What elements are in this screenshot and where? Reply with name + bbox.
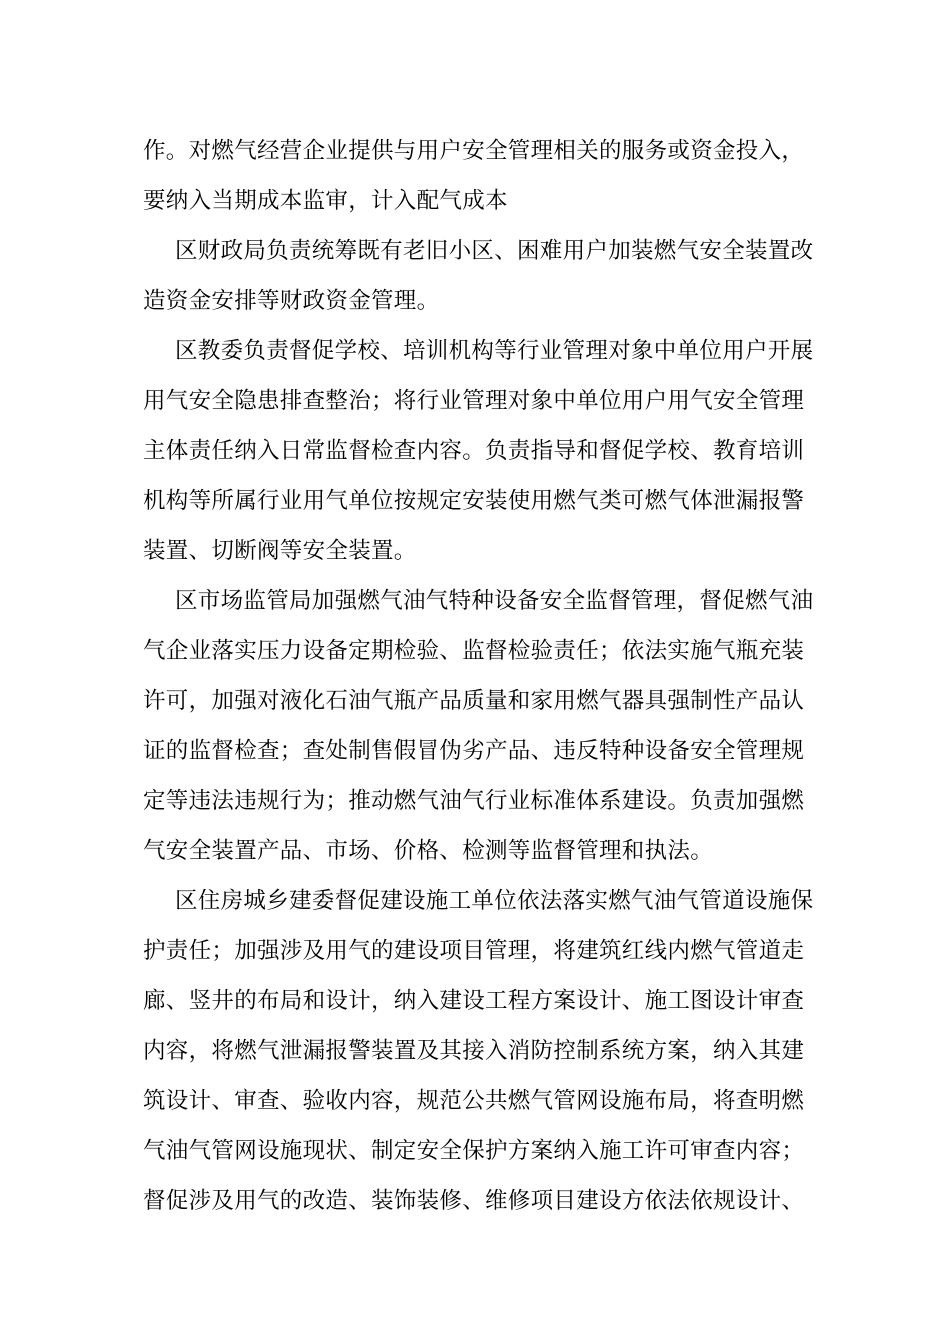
text-line: 气企业落实压力设备定期检验、监督检验责任；依法实施气瓶充装 <box>143 638 805 664</box>
text-line: 造资金安排等财政资金管理。 <box>143 288 440 314</box>
text-line: 证的监督检查；查处制售假冒伪劣产品、违反特种设备安全管理规 <box>143 738 805 764</box>
text-line: 气油气管网设施现状、制定安全保护方案纳入施工许可审查内容； <box>143 1138 805 1164</box>
text-line: 主体责任纳入日常监督检查内容。负责指导和督促学校、教育培训 <box>143 438 805 464</box>
text-line: 筑设计、审查、验收内容，规范公共燃气管网设施布局，将查明燃 <box>143 1088 805 1114</box>
paragraph-5 <box>143 876 814 1226</box>
text-line: 区住房城乡建委督促建设施工单位依法落实燃气油气管道设施保 <box>175 888 814 914</box>
text-line: 气安全装置产品、市场、价格、检测等监督管理和执法。 <box>143 838 714 864</box>
text-line: 内容，将燃气泄漏报警装置及其接入消防控制系统方案，纳入其建 <box>143 1038 805 1064</box>
text-line: 许可，加强对液化石油气瓶产品质量和家用燃气器具强制性产品认 <box>143 688 805 714</box>
text-line: 区市场监管局加强燃气油气特种设备安全监督管理，督促燃气油 <box>175 588 814 614</box>
text-line: 作。对燃气经营企业提供与用户安全管理相关的服务或资金投入， <box>143 138 805 164</box>
text-line: 护责任；加强涉及用气的建设项目管理，将建筑红线内燃气管道走 <box>143 938 805 964</box>
text-line: 要纳入当期成本监审，计入配气成本 <box>143 188 508 214</box>
paragraph-2 <box>143 226 814 326</box>
text-line: 督促涉及用气的改造、装饰装修、维修项目建设方依法依规设计、 <box>143 1188 805 1214</box>
text-line: 装置、切断阀等安全装置。 <box>143 538 417 564</box>
text-line: 区财政局负责统筹既有老旧小区、困难用户加装燃气安全装置改 <box>175 238 814 264</box>
paragraph-1 <box>143 126 807 226</box>
paragraph-4 <box>143 576 814 876</box>
document-body <box>143 126 814 1226</box>
paragraph-3 <box>143 326 814 576</box>
text-line: 区教委负责督促学校、培训机构等行业管理对象中单位用户开展 <box>175 338 814 364</box>
text-line: 机构等所属行业用气单位按规定安装使用燃气类可燃气体泄漏报警 <box>143 488 805 514</box>
text-line: 定等违法违规行为；推动燃气油气行业标准体系建设。负责加强燃 <box>143 788 805 814</box>
text-line: 用气安全隐患排查整治；将行业管理对象中单位用户用气安全管理 <box>143 388 805 414</box>
text-line: 廊、竖井的布局和设计，纳入建设工程方案设计、施工图设计审查 <box>143 988 805 1014</box>
